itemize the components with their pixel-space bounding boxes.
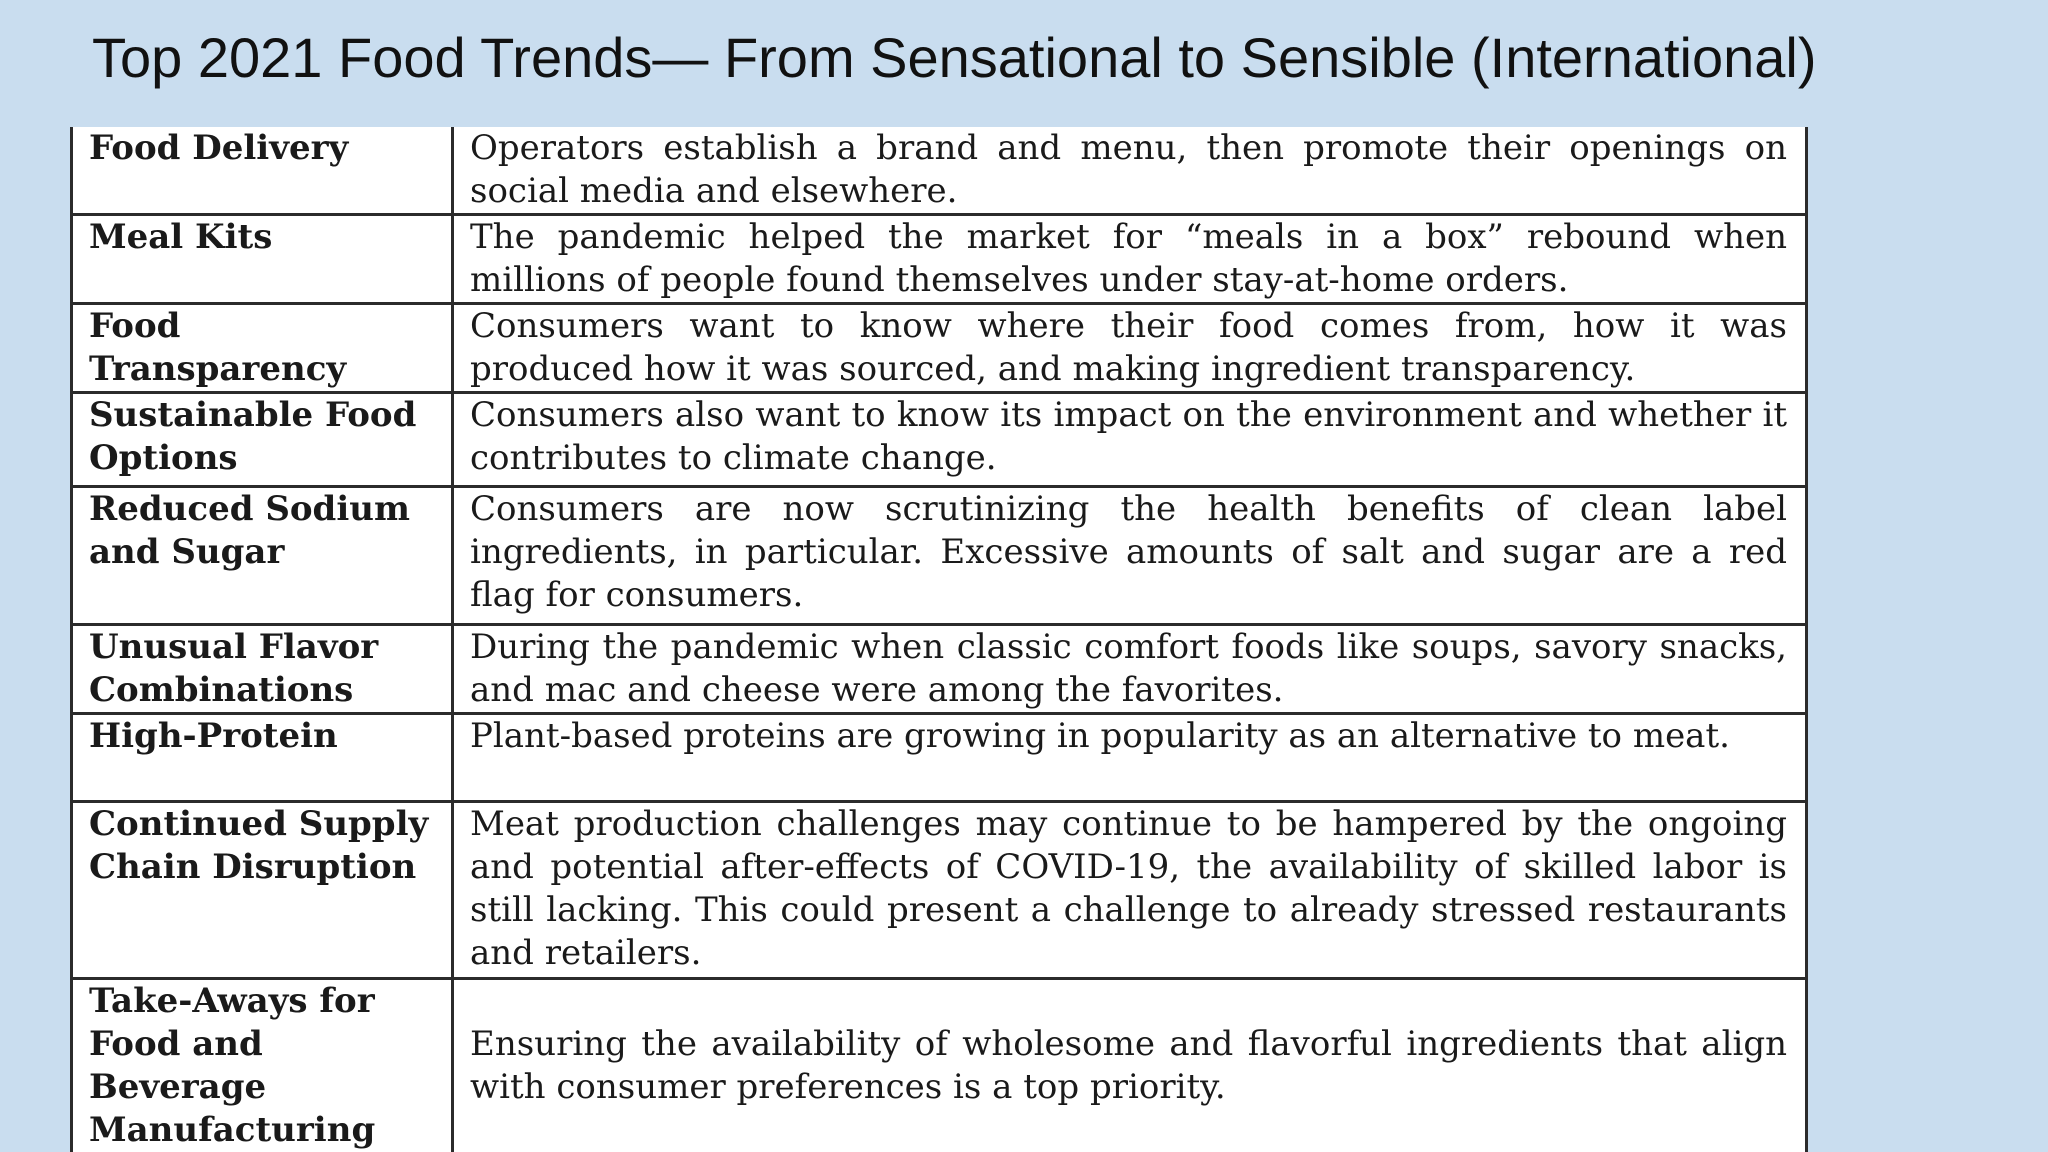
trend-term: Take-Aways for Food and Beverage Manufacturing [72,979,453,1152]
trend-term: Reduced Sodium and Sugar [72,487,453,625]
table-row [72,487,1807,625]
trend-term: Food Transparency [72,304,453,393]
trend-description: The pandemic helped the market for “meals in a box” rebound when millions of people found themselves under stay-at-home orders. [453,215,1807,304]
trend-term: Food Delivery [72,127,453,215]
table-row [72,304,1807,393]
trend-description: Ensuring the availability of wholesome and flavorful ingredients that align with consumer preferences is a top priority. [453,979,1807,1152]
trend-term: Meal Kits [72,215,453,304]
trend-term: Continued Supply Chain Disruption [72,802,453,979]
trend-description: Meat production challenges may continue to be hampered by the ongoing and potential after-effects of COVID-19, the availability of skilled labor is still lacking. This could present a challenge to already stressed restaurants and retailers. [453,802,1807,979]
trend-term: Unusual Flavor Combinations [72,625,453,714]
slide-title: Top 2021 Food Trends— From Sensational to Sensible (International) [92,26,1817,89]
table-row [72,625,1807,714]
trends-table-image [70,127,1808,1152]
trends-table [70,127,1808,1152]
trend-description: During the pandemic when classic comfort foods like soups, savory snacks, and mac and cheese were among the favorites. [453,625,1807,714]
trend-term: High-Protein [72,714,453,802]
table-row [72,979,1807,1152]
table-row [72,802,1807,979]
trend-description: Consumers want to know where their food comes from, how it was produced how it was sourced, and making ingredient transparency. [453,304,1807,393]
table-row [72,215,1807,304]
table-row [72,714,1807,802]
table-row [72,127,1807,215]
table-row [72,393,1807,487]
trend-description: Consumers also want to know its impact on the environment and whether it contributes to climate change. [453,393,1807,487]
trend-description: Plant-based proteins are growing in popularity as an alternative to meat. [453,714,1807,802]
trend-description: Operators establish a brand and menu, then promote their openings on social media and elsewhere. [453,127,1807,215]
trend-description: Consumers are now scrutinizing the health benefits of clean label ingredients, in particular. Excessive amounts of salt and sugar are a red flag for consumers. [453,487,1807,625]
trend-term: Sustainable Food Options [72,393,453,487]
